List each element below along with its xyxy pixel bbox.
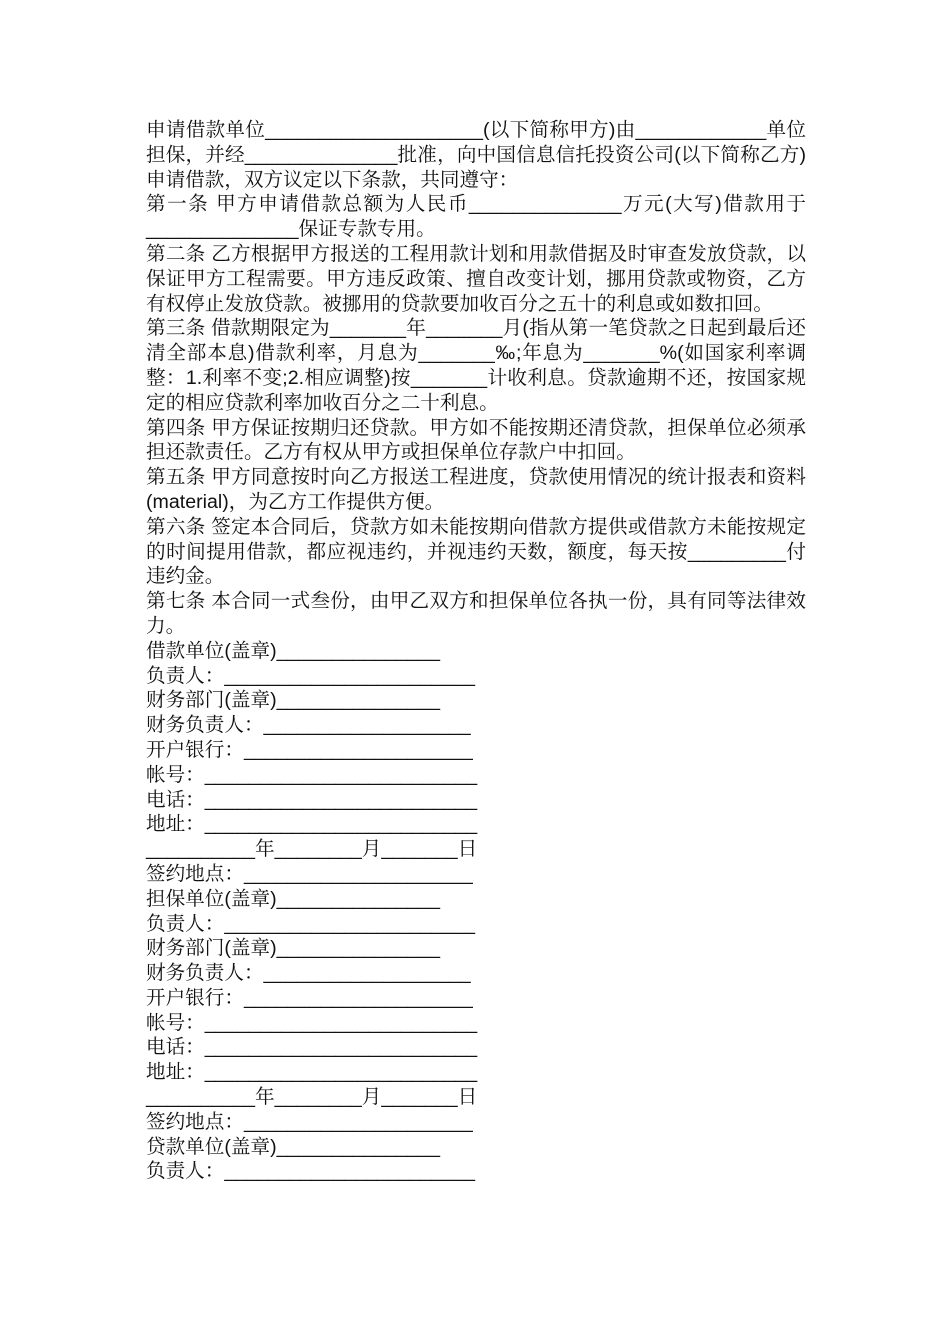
article-4: 第四条 甲方保证按期归还贷款。甲方如不能按期还清贷款，担保单位必须承担还款责任。乙方有权从甲方或担保单位存款户中扣回。	[146, 416, 806, 464]
borrower-phone-line: 电话：_________________________	[146, 788, 478, 811]
borrower-finance-manager-line: 财务负责人：___________________	[146, 714, 471, 737]
borrower-address-line: 地址：_________________________	[146, 813, 478, 836]
guarantor-bank-line: 开户银行：_____________________	[146, 986, 473, 1009]
lender-unit-seal-line: 贷款单位(盖章)_______________	[146, 1135, 441, 1158]
borrower-date-line: __________年________月_______日	[146, 838, 478, 861]
guarantor-address-line: 地址：_________________________	[146, 1061, 478, 1084]
article-2: 第二条 乙方根据甲方报送的工程用款计划和用款借据及时审查发放贷款，以保证甲方工程需要。甲方违反政策、擅自改变计划，挪用贷款或物资，乙方有权停止发放贷款。被挪用的贷款要加收百分之五十的利息或如数扣回。	[146, 242, 806, 315]
guarantor-responsible-person-line: 负责人：_______________________	[146, 912, 476, 935]
guarantor-phone-line: 电话：_________________________	[146, 1036, 478, 1059]
guarantor-unit-seal-line: 担保单位(盖章)_______________	[146, 887, 441, 910]
article-6: 第六条 签定本合同后，贷款方如未能按期向借款方提供或借款方未能按规定的时间提用借款，都应视违约，并视违约天数，额度，每天按_________付违约金。	[146, 515, 806, 588]
article-1: 第一条 甲方申请借款总额为人民币______________万元(大写)借款用于______________保证专款专用。	[146, 193, 806, 241]
guarantor-account-line: 帐号：_________________________	[146, 1011, 478, 1034]
lender-responsible-person-line: 负责人：_______________________	[146, 1160, 476, 1183]
contract-document	[146, 118, 806, 1184]
borrower-signing-place-line: 签约地点：_____________________	[146, 862, 473, 885]
borrower-unit-seal-line: 借款单位(盖章)_______________	[146, 639, 441, 662]
guarantor-finance-manager-line: 财务负责人：___________________	[146, 962, 471, 985]
borrower-bank-line: 开户银行：_____________________	[146, 738, 473, 761]
guarantor-finance-dept-seal-line: 财务部门(盖章)_______________	[146, 937, 441, 960]
article-5: 第五条 甲方同意按时向乙方报送工程进度，贷款使用情况的统计报表和资料(material)，为乙方工作提供方便。	[146, 466, 806, 513]
borrower-account-line: 帐号：_________________________	[146, 763, 478, 786]
contract-intro: 申请借款单位____________________(以下简称甲方)由____________单位担保，并经______________批准，向中国信息信托投资公司(以下简称乙方)申请借款，双方议定以下条款，共同遵守：	[146, 119, 806, 191]
borrower-finance-dept-seal-line: 财务部门(盖章)_______________	[146, 689, 441, 712]
guarantor-date-line: __________年________月_______日	[146, 1086, 478, 1109]
article-3: 第三条 借款期限定为_______年_______月(指从第一笔贷款之日起到最后还清全部本息)借款利率，月息为_______‰;年息为_______%(如国家利率调整：1.利率不变;2.相应调整)按_______计收利息。贷款逾期不还，按国家规定的相应贷款利率加收百分之二十利息。	[146, 317, 806, 414]
signature-block	[146, 639, 806, 1185]
guarantor-signing-place-line: 签约地点：_____________________	[146, 1110, 473, 1133]
article-7: 第七条 本合同一式叁份，由甲乙双方和担保单位各执一份，具有同等法律效力。	[146, 590, 806, 637]
borrower-responsible-person-line: 负责人：_______________________	[146, 664, 476, 687]
